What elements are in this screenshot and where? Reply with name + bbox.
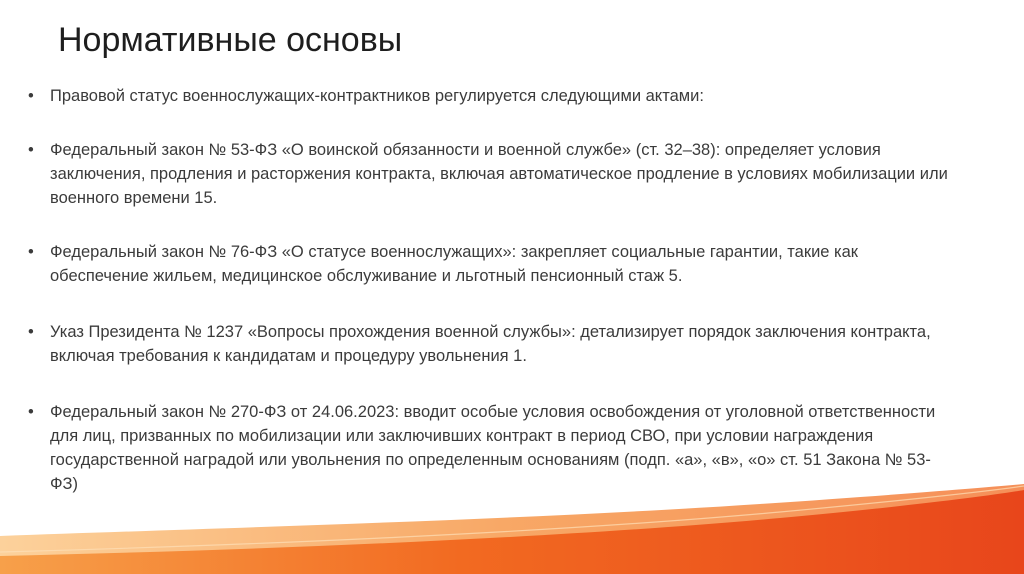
- bullet-text: Указ Президента № 1237 «Вопросы прохождения военной службы»: детализирует порядок заключения контракта, включая требования к кандидатам и процедуру увольнения 1.: [50, 323, 931, 365]
- bullet-text: Правовой статус военнослужащих-контрактников регулируется следующими актами:: [50, 87, 704, 105]
- bullet-dot-icon: •: [28, 243, 34, 261]
- bullet-dot-icon: •: [28, 403, 34, 421]
- bullet-item: [28, 138, 950, 210]
- bullet-item: [28, 240, 950, 288]
- bullet-dot-icon: •: [28, 87, 34, 105]
- bullet-text: Федеральный закон № 270-ФЗ от 24.06.2023: вводит особые условия освобождения от уголовной ответственности для лиц, призванных по мобилизации или заключивших контракт в период СВО, при условии награждения государственной наградой или увольнения по определенным основаниям (подп. «а», «в», «о» ст. 51 Закона № 53-ФЗ): [50, 403, 936, 493]
- bullet-text: Федеральный закон № 76-ФЗ «О статусе военнослужащих»: закрепляет социальные гарантии, такие как обеспечение жильем, медицинское обслуживание и льготный пенсионный стаж 5.: [50, 243, 859, 285]
- bullet-text: Федеральный закон № 53-ФЗ «О воинской обязанности и военной службе» (ст. 32–38): определяет условия заключения, продления и расторжения контракта, включая автоматическое продление в условиях мобилизации или военного времени 15.: [50, 141, 948, 207]
- bullet-item: [28, 320, 950, 368]
- bullet-dot-icon: •: [28, 323, 34, 341]
- slide-title: Нормативные основы: [58, 21, 403, 59]
- bullet-item: [28, 84, 950, 108]
- bullet-dot-icon: •: [28, 141, 34, 159]
- decorative-orange-wave: [0, 474, 1024, 574]
